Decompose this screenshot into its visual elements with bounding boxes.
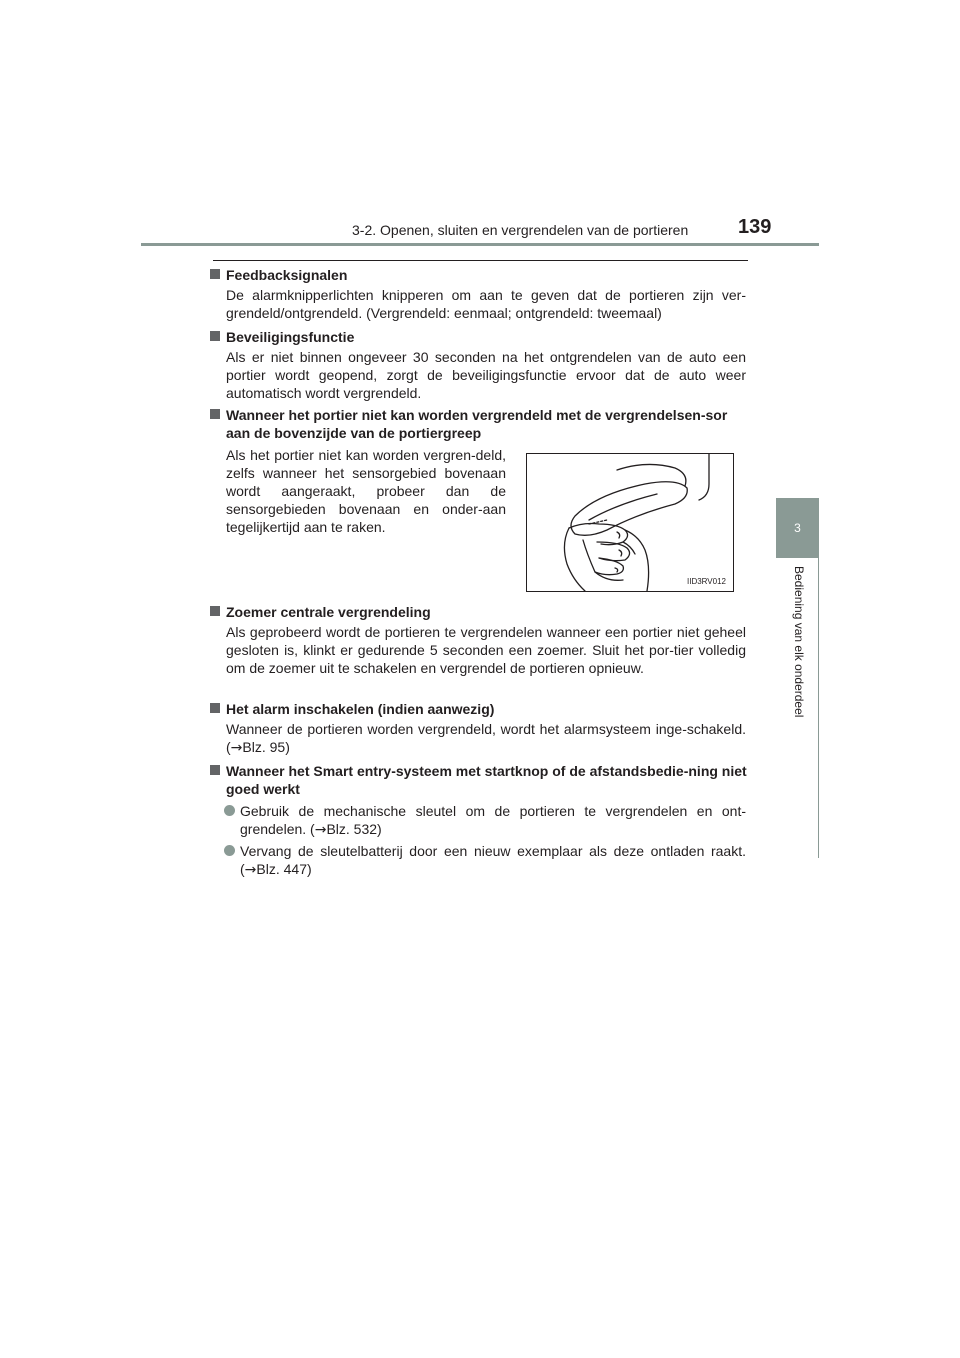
section-heading-text: Beveiligingsfunctie <box>226 329 355 345</box>
section-heading-text: Zoemer centrale vergrendeling <box>226 604 431 620</box>
body-text: Wanneer de portieren worden vergrendeld, wordt het alarmsysteem inge-schakeld. ( <box>226 721 746 755</box>
figure-code-label: IID3RV012 <box>687 577 726 586</box>
section-heading-text: Wanneer het portier niet kan worden vergrendeld met de vergrendelsen-sor aan de bovenzijde van de portiergreep <box>226 407 728 441</box>
hand-touching-door-handle-illustration <box>527 454 733 591</box>
page-reference-link[interactable]: Blz. 532) <box>326 821 382 837</box>
square-bullet-icon <box>210 269 220 279</box>
content-top-rule <box>213 260 748 261</box>
section-heading-text: Feedbacksignalen <box>226 267 348 283</box>
arrow-right-icon: → <box>244 862 257 878</box>
chapter-tab-line <box>818 558 819 858</box>
circle-bullet-icon <box>224 845 235 856</box>
section-heading-buzzer <box>210 603 755 621</box>
square-bullet-icon <box>210 765 220 775</box>
section-heading-alarm <box>210 700 755 718</box>
chapter-label: Bediening van elk onderdeel <box>792 566 806 718</box>
list-item <box>224 842 746 879</box>
section-body-security: Als er niet binnen ongeveer 30 seconden na het ontgrendelen van de auto een portier wordt geopend, zorgt de beveiligingsfunctie ervoor dat de auto weer automatisch wordt vergrendeld. <box>226 349 746 401</box>
chapter-section-title: 3-2. Openen, sluiten en vergrendelen van de portieren <box>352 222 689 238</box>
list-item-text: Vervang de sleutelbatterij door een nieuw exemplaar als deze ontladen raakt. (→Blz. 447) <box>240 843 746 878</box>
page-number: 139 <box>738 216 772 238</box>
arrow-right-icon: → <box>230 740 243 756</box>
header-rule <box>141 243 819 246</box>
square-bullet-icon <box>210 703 220 713</box>
square-bullet-icon <box>210 409 220 419</box>
section-body-alarm <box>226 720 746 757</box>
section-heading-lock-sensor <box>210 406 755 442</box>
square-bullet-icon <box>210 331 220 341</box>
section-heading-text: Wanneer het Smart entry-systeem met startknop of de afstandsbedie-ning niet goed werkt <box>226 763 747 797</box>
circle-bullet-icon <box>224 805 235 816</box>
page-reference-link[interactable]: Blz. 95) <box>242 739 290 755</box>
section-body-feedback: De alarmknipperlichten knipperen om aan te geven dat de portieren zijn ver-grendeld/ontgrendeld. (Vergrendeld: eenmaal; ontgrendeld: tweemaal) <box>226 287 746 321</box>
section-heading-feedback <box>210 266 755 284</box>
section-heading-text: Het alarm inschakelen (indien aanwezig) <box>226 701 495 717</box>
list-item-text: Gebruik de mechanische sleutel om de portieren te vergrendelen en ont-grendelen. (→Blz. 532) <box>240 803 746 838</box>
door-handle-figure <box>526 453 734 592</box>
section-heading-smart-entry <box>210 762 755 798</box>
list-item <box>224 802 746 839</box>
section-body-buzzer: Als geprobeerd wordt de portieren te vergrendelen wanneer een portier niet geheel gesloten is, klinkt er gedurende 5 seconden een zoemer. Sluit het por-tier volledig om de zoemer uit te schakelen en vergrendel de portieren opnieuw. <box>226 624 746 676</box>
page-reference-link[interactable]: Blz. 447) <box>256 861 312 877</box>
chapter-number: 3 <box>794 521 801 535</box>
square-bullet-icon <box>210 606 220 616</box>
section-heading-security <box>210 328 755 346</box>
chapter-tab <box>776 498 819 558</box>
arrow-right-icon: → <box>314 822 327 838</box>
section-body-lock-sensor: Als het portier niet kan worden vergren-deld, zelfs wanneer het sensorgebied bovenaan wordt aangeraakt, probeer dan de sensorgebieden bovenaan en onder-aan tegelijkertijd aan te raken. <box>226 447 506 535</box>
